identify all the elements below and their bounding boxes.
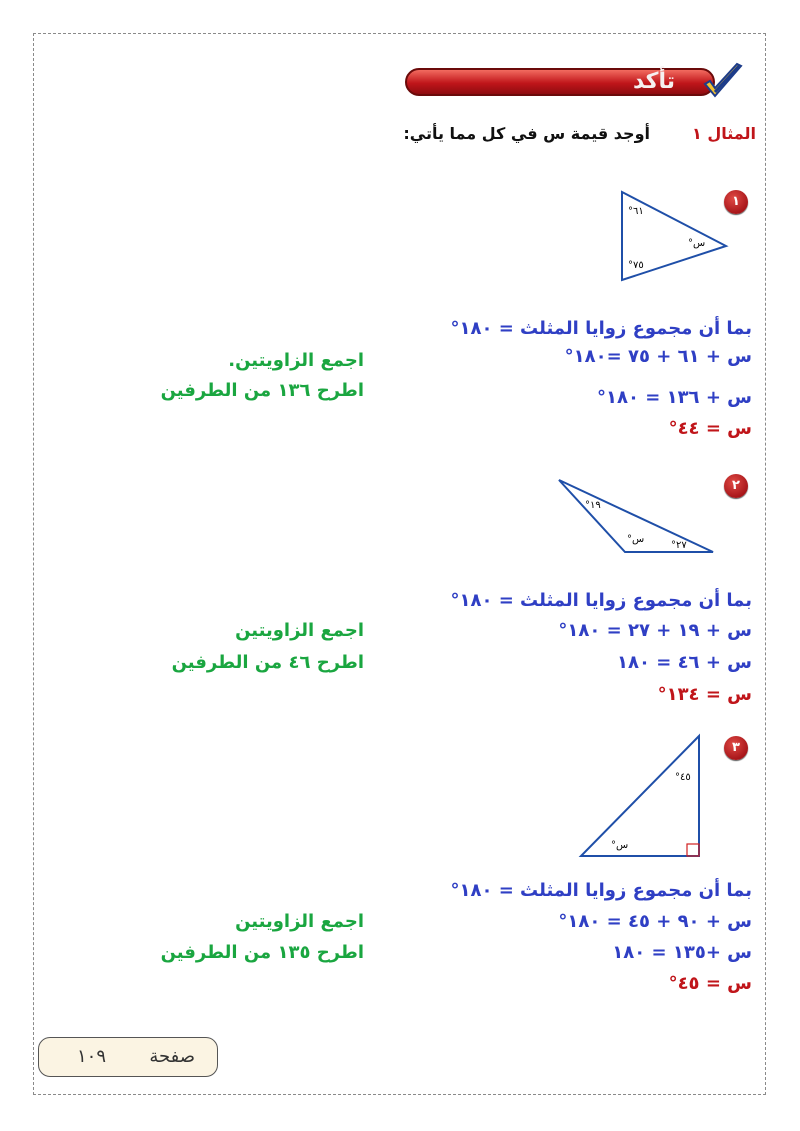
solution-answer: س = ١٣٤°: [657, 684, 752, 705]
section-banner: [405, 62, 745, 102]
solution-note: اطرح ١٣٦ من الطرفين: [160, 380, 364, 401]
problem-number-badge: ٣: [724, 736, 748, 760]
angle-label: °س: [627, 534, 645, 545]
triangle-diagram: [555, 476, 720, 558]
solution-note: اجمع الزاويتين.: [228, 350, 364, 371]
example-label: المثال ١: [692, 124, 756, 143]
problem-number-badge: ٢: [724, 474, 748, 498]
solution-step: س + ٩٠ + ٤٥ = ١٨٠°: [558, 911, 752, 932]
solution-note: اطرح ٤٦ من الطرفين: [171, 652, 364, 673]
angle-label: °٧٥: [628, 260, 644, 271]
problem-number-badge: ١: [724, 190, 748, 214]
angle-label: °س: [688, 238, 706, 249]
solution-answer: س = ٤٤°: [668, 418, 752, 439]
solution-step: س + ٤٦ = ١٨٠: [616, 652, 752, 673]
solution-note: اجمع الزاويتين: [235, 911, 364, 932]
solution-step: س + ٦١ + ٧٥ =١٨٠°: [564, 346, 752, 367]
solution-step: س +١٣٥ = ١٨٠: [612, 942, 752, 963]
solution-step: بما أن مجموع زوايا المثلث = ١٨٠°: [450, 590, 752, 611]
banner-title: تأكد: [632, 69, 675, 94]
page-label: صفحة: [149, 1046, 195, 1067]
solution-step: س + ١٩ + ٢٧ = ١٨٠°: [558, 620, 752, 641]
solution-note: اجمع الزاويتين: [235, 620, 364, 641]
right-angle-marker: [687, 844, 699, 856]
angle-label: °س: [611, 840, 629, 851]
angle-label: °١٩: [585, 500, 601, 511]
solution-step: بما أن مجموع زوايا المثلث = ١٨٠°: [450, 880, 752, 901]
angle-label: °٦١: [628, 206, 644, 217]
triangle-diagram: [600, 188, 730, 288]
page-number: ١٠٩: [77, 1046, 107, 1067]
page-number-box: [38, 1037, 218, 1077]
solution-answer: س = ٤٥°: [668, 973, 752, 994]
angle-label: °٤٥: [675, 772, 691, 783]
triangle-diagram: [575, 732, 705, 862]
checkmark-icon: [701, 62, 745, 102]
solution-step: س + ١٣٦ = ١٨٠°: [596, 387, 752, 408]
solution-note: اطرح ١٣٥ من الطرفين: [160, 942, 364, 963]
solution-step: بما أن مجموع زوايا المثلث = ١٨٠°: [450, 318, 752, 339]
angle-label: °٢٧: [671, 540, 687, 551]
instruction-text: أوجد قيمة س في كل مما يأتي:: [403, 124, 650, 143]
